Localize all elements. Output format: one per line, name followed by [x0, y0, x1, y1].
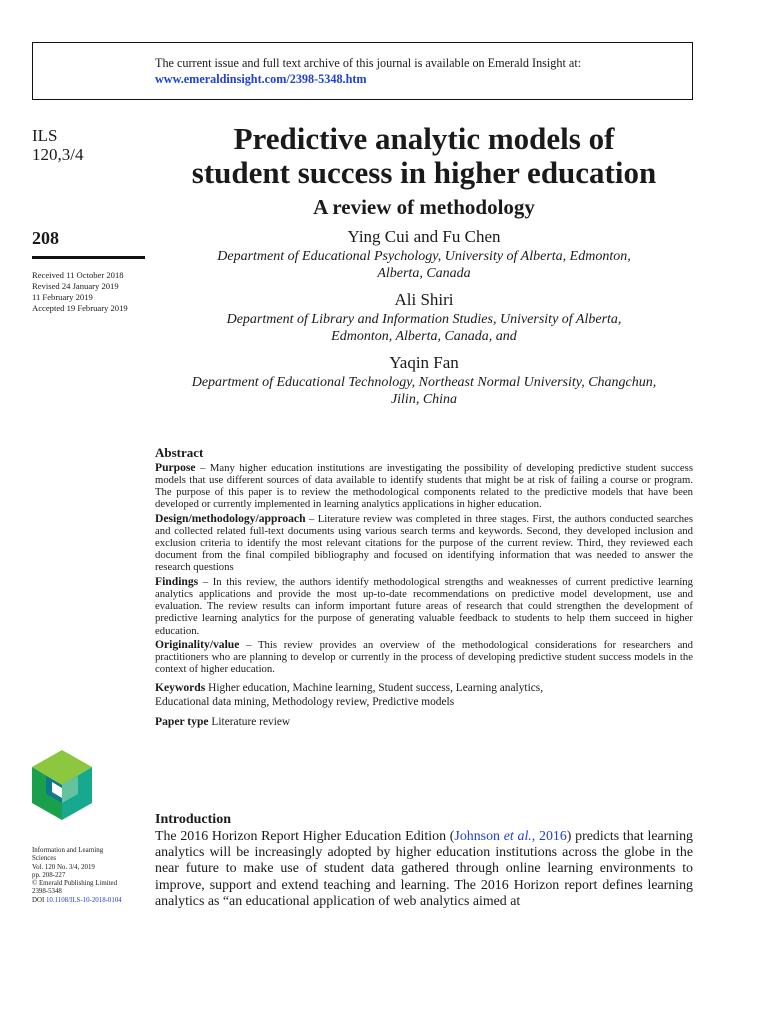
affil-line: Alberta, Canada [377, 265, 471, 281]
affil-line: Jilin, China [390, 391, 458, 407]
title-line: student success in higher education [191, 155, 657, 190]
abstract-purpose [155, 462, 693, 510]
banner-link[interactable]: www.emeraldinsight.com/2398-5348.htm [155, 72, 367, 86]
papertype-text: Literature review [208, 716, 291, 729]
page-number: 208 [32, 228, 59, 248]
affil-line: Department of Library and Information Studies, University of Alberta, [226, 312, 622, 327]
doi-label: DOI [32, 896, 45, 904]
journal-volume: 120,3/4 [32, 145, 84, 164]
abstract-originality [155, 639, 693, 675]
papertype-label: Paper type [155, 715, 209, 729]
paper-type [155, 716, 693, 728]
imprint-line: Information and Learning [32, 847, 104, 854]
introduction-heading: Introduction [155, 812, 231, 827]
keywords [155, 681, 693, 710]
received-dates [32, 270, 128, 314]
purpose-label: Purpose [155, 461, 196, 475]
citation-author: Johnson [454, 829, 504, 844]
author-name: Ali Shiri [394, 290, 454, 309]
journal-banner [155, 55, 581, 87]
findings-label: Findings [155, 575, 199, 589]
author-name: Ying Cui and Fu Chen [347, 227, 501, 246]
date-line: Accepted 19 February 2019 [32, 303, 128, 313]
journal-imprint [32, 847, 144, 905]
abstract-heading: Abstract [155, 445, 204, 460]
date-line: Received 11 October 2018 [32, 270, 124, 280]
keywords-line: Educational data mining, Methodology review, Predictive models [155, 696, 455, 709]
abstract-findings [155, 576, 693, 636]
originality-text: – This review provides an overview of the methodological considerations for researchers and practitioners who are planning to develop or currently in the process of developing predictive student success models in the context of higher education. [155, 639, 693, 676]
affil-line: Edmonton, Alberta, Canada, and [331, 328, 517, 344]
doi-link[interactable]: 10.1108/ILS-10-2018-0104 [45, 896, 122, 904]
affil-line: Department of Educational Psychology, University of Alberta, Edmonton, [217, 249, 631, 264]
doi-line [32, 897, 144, 905]
design-text: – Literature review was completed in three stages. First, the authors conducted searches and collected related full-text documents using various search terms and keywords. Second, they developed inclusion and exclusion criteria to identify the most relevant citations for the purpose of the current review. Third, they reviewed each document from the final compiled bibliography and focused on identifying information that was needed to answer the research questions [155, 513, 693, 574]
abstract-design [155, 513, 693, 573]
imprint-line: Sciences [32, 855, 57, 863]
abstract [155, 447, 693, 728]
imprint-line: 2398-5348 [32, 888, 62, 896]
imprint-line: © Emerald Publishing Limited [32, 880, 118, 888]
author-affiliation [155, 312, 693, 345]
purpose-text: – Many higher education institutions are investigating the possibility of developing predictive student success models that use different sources of data available to identify students that might be at risk of failing a course or program. The purpose of this paper is to review the methodological components related to the predictive models that have been developed or currently implemented in learning analytics applications in higher education. [155, 462, 693, 511]
introduction-section [155, 812, 693, 910]
citation-etal: et al. [503, 829, 532, 844]
intro-text: ) predicts that learning analytics will be increasingly adopted by higher education institutions across the globe in the near future to make use of student data gathered through online learning environments to improve, support and extend teaching and learning. The 2016 Horizon report defines learning analytics as “an educational application of web analytics aimed at [155, 829, 694, 909]
originality-label: Originality/value [155, 638, 240, 652]
journal-code [32, 126, 83, 164]
author-name: Yaqin Fan [389, 353, 459, 372]
affil-line: Department of Educational Technology, Northeast Normal University, Changchun, [191, 375, 657, 390]
banner-text: The current issue and full text archive of this journal is available on Emerald Insight at: [155, 56, 582, 70]
intro-text: The 2016 Horizon Report Higher Education Edition ( [155, 829, 455, 844]
citation-year: , 2016 [531, 829, 567, 844]
author-affiliation [155, 249, 693, 282]
keywords-line: Higher education, Machine learning, Student success, Learning analytics, [205, 682, 544, 695]
sidebar-rule [32, 256, 145, 259]
keywords-label: Keywords [155, 681, 206, 695]
author-affiliation [155, 375, 693, 408]
imprint-line: pp. 208-227 [32, 871, 66, 879]
introduction-body [155, 829, 693, 910]
findings-text: – In this review, the authors identify methodological strengths and weaknesses of current predictive learning analytics applications and provide the most up-to-date recommendations on predictive model development, use and evaluation. The review results can inform important future areas of research that could strengthen the development of predictive learning analytics for the purpose of generating valuable feedback to students to help them succeed in higher education. [155, 576, 693, 637]
title-line: Predictive analytic models of [233, 121, 615, 156]
date-line: 11 February 2019 [32, 292, 93, 302]
date-line: Revised 24 January 2019 [32, 281, 119, 291]
journal-abbrev: ILS [32, 126, 58, 145]
imprint-line: Vol. 120 No. 3/4, 2019 [32, 863, 95, 871]
emerald-logo-icon [30, 748, 94, 822]
design-label: Design/methodology/approach [155, 512, 306, 526]
article-title [155, 122, 693, 190]
article-subtitle: A review of methodology [313, 195, 535, 219]
citation-link[interactable] [454, 829, 566, 844]
